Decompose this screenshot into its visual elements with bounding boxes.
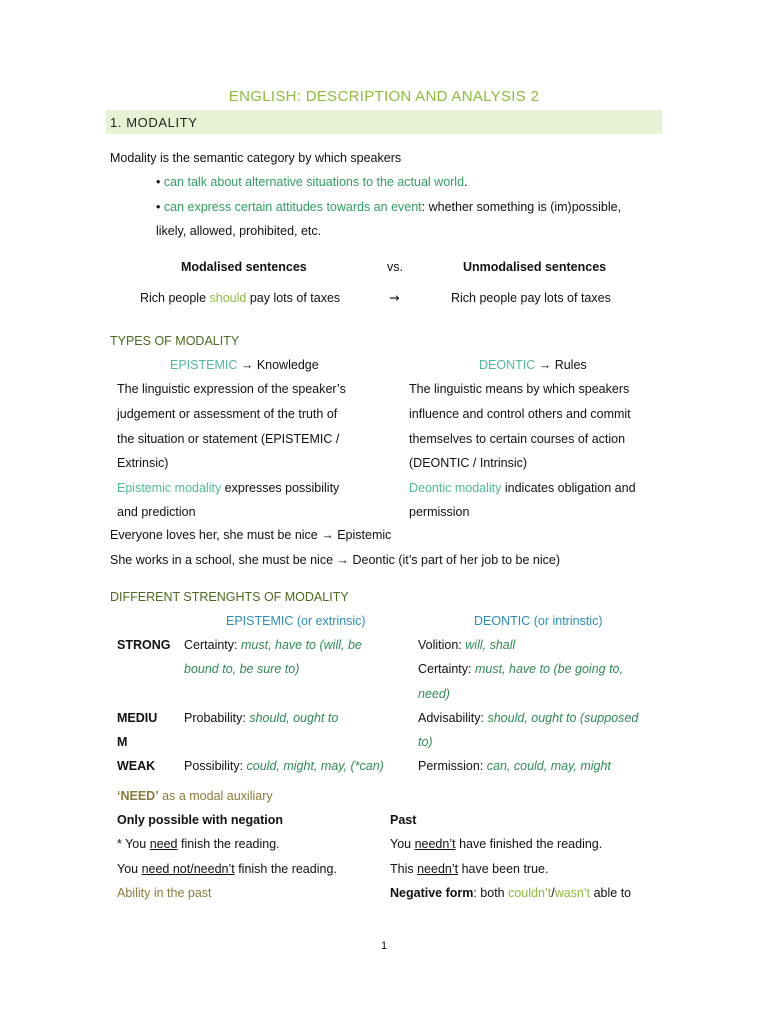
unmodalised-example: Rich people pay lots of taxes: [451, 291, 611, 305]
intro-bullet-2: • can express certain attitudes towards an event: whether something is (im)possible,: [156, 200, 622, 214]
negative-form-wasnt: wasn’t: [554, 886, 591, 900]
epistemic-def-line-4: Extrinsic): [117, 456, 169, 470]
need-right-header: Past: [390, 813, 417, 827]
unmodalised-header: Unmodalised sentences: [463, 260, 607, 274]
strong-deontic-certainty-label: Certainty:: [418, 662, 475, 676]
need-left-example-2-post: finish the reading.: [234, 862, 337, 876]
ability-in-past-label: Ability in the past: [117, 886, 212, 900]
deontic-label-text: DEONTIC: [479, 358, 536, 372]
section-heading-bar: [106, 110, 662, 134]
strong-epistemic-label: Certainty:: [184, 638, 241, 652]
strong-deontic-volition: [418, 638, 515, 652]
need-left-example-2-underlined: need not/needn’t: [141, 862, 235, 876]
need-heading-term: ‘NEED’: [117, 789, 159, 803]
weak-epistemic: [184, 759, 384, 773]
modalised-example-post: pay lots of taxes: [246, 291, 341, 305]
weak-label: WEAK: [117, 759, 156, 773]
vs-label: vs.: [387, 260, 403, 274]
example-epistemic: Everyone loves her, she must be nice → Epistemic: [110, 528, 392, 542]
intro-line: Modality is the semantic category by which speakers: [110, 151, 402, 165]
need-heading-rest: as a modal auxiliary: [158, 789, 273, 803]
medium-deontic-label: Advisability:: [418, 711, 488, 725]
epistemic-label-arrow: → Knowledge: [237, 358, 319, 372]
weak-epistemic-value: could, might, may, (*can): [246, 759, 384, 773]
need-right-example-1-pre: You: [390, 837, 415, 851]
deontic-label: [479, 358, 587, 372]
weak-epistemic-label: Possibility:: [184, 759, 247, 773]
intro-bullet-1-end: .: [464, 175, 468, 189]
modalised-example: [140, 291, 340, 305]
deontic-def-line-1: The linguistic means by which speakers: [409, 382, 630, 396]
intro-bullet-1-green: can talk about alternative situations to the actual world: [163, 175, 465, 189]
deontic-def-line-4: (DEONTIC / Intrinsic): [409, 456, 528, 470]
document-title: ENGLISH: DESCRIPTION AND ANALYSIS 2: [228, 88, 540, 105]
need-left-example-1: [117, 837, 280, 851]
need-right-example-2-underlined: needn’t: [417, 862, 459, 876]
modalised-example-modal: should: [209, 291, 247, 305]
epistemic-modality-rest: expresses possibility: [221, 481, 340, 495]
need-right-example-1: [390, 837, 602, 851]
deontic-modality-rest: indicates obligation and: [501, 481, 636, 495]
need-right-example-2: [390, 862, 548, 876]
negative-form-label: Negative form: [390, 886, 474, 900]
intro-bullet-2-rest: : whether something is (im)possible,: [421, 200, 622, 214]
strong-deontic-volition-label: Volition:: [418, 638, 466, 652]
strong-epistemic: [184, 638, 362, 652]
epistemic-label-text: EPISTEMIC: [170, 358, 238, 372]
negative-form-couldnt: couldn’t: [508, 886, 552, 900]
need-left-example-1-underlined: need: [149, 837, 178, 851]
negative-form-slash: /: [551, 886, 555, 900]
strong-deontic-certainty-value: must, have to (be going to,: [474, 662, 623, 676]
need-left-example-1-pre: * You: [117, 837, 150, 851]
intro-bullet-1: • can talk about alternative situations to the actual world.: [156, 175, 468, 189]
weak-deontic-label: Permission:: [418, 759, 487, 773]
need-left-example-1-post: finish the reading.: [177, 837, 280, 851]
modalised-example-pre: Rich people: [140, 291, 210, 305]
epistemic-def-line-3: the situation or statement (EPISTEMIC /: [117, 432, 340, 446]
deontic-modality-term: Deontic modality: [409, 481, 502, 495]
strong-deontic-certainty: [418, 662, 623, 676]
epistemic-modality-term: Epistemic modality: [117, 481, 222, 495]
need-left-header: Only possible with negation: [117, 813, 283, 827]
epistemic-def-line-2: judgement or assessment of the truth of: [117, 407, 338, 421]
need-right-example-1-underlined: needn’t: [414, 837, 456, 851]
intro-bullet-2-line2: likely, allowed, prohibited, etc.: [156, 224, 322, 238]
deontic-label-arrow: → Rules: [535, 358, 587, 372]
need-heading: [117, 789, 273, 803]
medium-deontic-value: should, ought to (supposed: [487, 711, 639, 725]
epistemic-modality-line-2: and prediction: [117, 505, 196, 519]
strong-label: STRONG: [117, 638, 171, 652]
example-deontic: She works in a school, she must be nice → Deontic (it’s part of her job to be nice): [110, 553, 560, 567]
deontic-def-line-2: influence and control others and commit: [409, 407, 631, 421]
medium-epistemic-value: should, ought to: [249, 711, 339, 725]
deontic-def-line-3: themselves to certain courses of action: [409, 432, 626, 446]
epistemic-modality-line: [117, 481, 339, 495]
medium-label-line-1: MEDIU: [117, 711, 158, 725]
need-right-example-2-post: have been true.: [458, 862, 549, 876]
strengths-heading: DIFFERENT STRENGHTS OF MODALITY: [110, 590, 349, 604]
medium-epistemic: [184, 711, 338, 725]
strong-epistemic-line-2: bound to, be sure to): [184, 662, 300, 676]
negative-form-post: able to: [590, 886, 632, 900]
medium-label-line-2: M: [117, 735, 128, 749]
need-left-example-2-pre: You: [117, 862, 142, 876]
strengths-col-epistemic: EPISTEMIC (or extrinsic): [226, 614, 366, 628]
strong-epistemic-value: must, have to (will, be: [240, 638, 362, 652]
strengths-col-deontic: DEONTIC (or intrinstic): [474, 614, 603, 628]
weak-deontic: [418, 759, 611, 773]
need-right-example-1-post: have finished the reading.: [455, 837, 603, 851]
intro-bullet-2-green: can express certain attitudes towards an event: [163, 200, 422, 214]
negative-form-line: [390, 886, 631, 900]
strong-deontic-certainty-line-2: need): [418, 687, 450, 701]
epistemic-label: [170, 358, 319, 372]
deontic-modality-line-2: permission: [409, 505, 470, 519]
medium-deontic: [418, 711, 638, 725]
deontic-modality-line: [409, 481, 636, 495]
comparison-arrow: →: [389, 290, 400, 305]
medium-epistemic-label: Probability:: [184, 711, 250, 725]
types-heading: TYPES OF MODALITY: [110, 334, 240, 348]
epistemic-def-line-1: The linguistic expression of the speaker’s: [117, 382, 346, 396]
modalised-header: Modalised sentences: [181, 260, 307, 274]
need-left-example-2: [117, 862, 337, 876]
section-heading: 1. MODALITY: [110, 115, 198, 130]
strong-deontic-volition-value: will, shall: [465, 638, 516, 652]
weak-deontic-value: can, could, may, might: [486, 759, 611, 773]
need-right-example-2-pre: This: [390, 862, 418, 876]
negative-form-pre: : both: [473, 886, 509, 900]
medium-deontic-line-2: to): [418, 735, 433, 749]
page-number: 1: [380, 940, 388, 952]
